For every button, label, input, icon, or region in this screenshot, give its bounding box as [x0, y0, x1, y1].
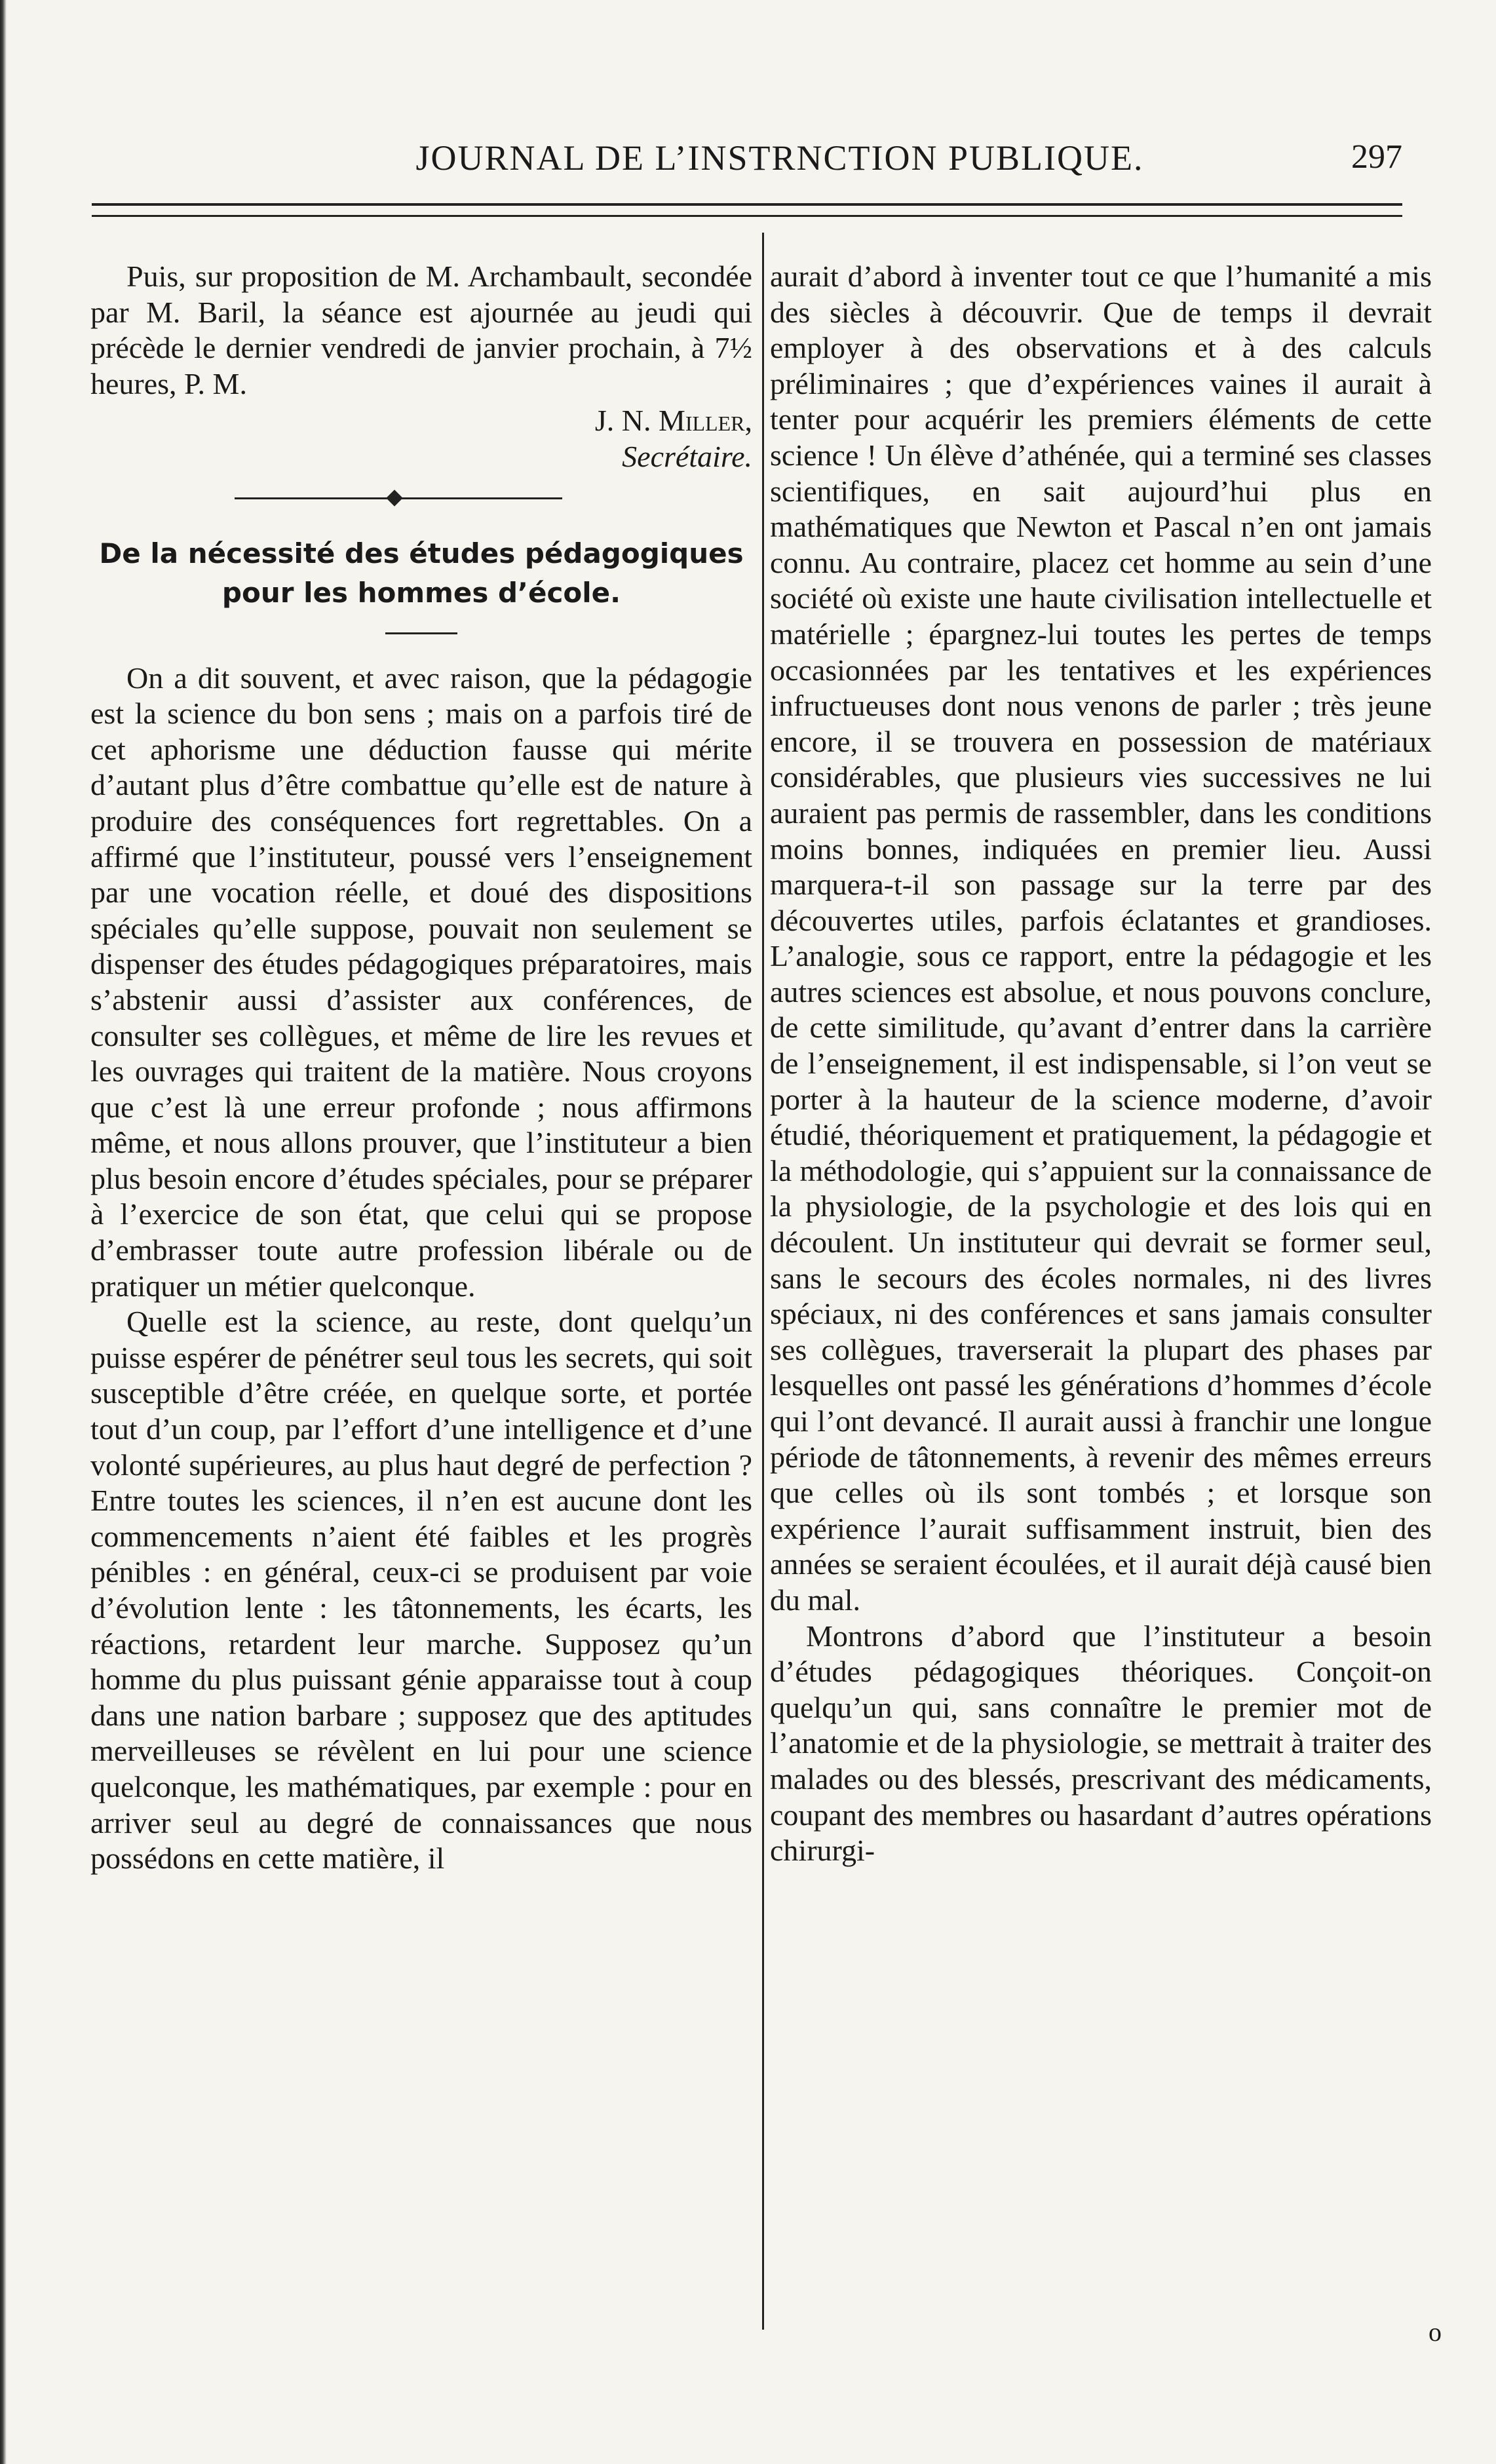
article-paragraph-continued: aurait d’abord à inventer tout ce que l’humanité a mis des siècles à découvrir. Que de temps il devrait employer à des observations et à des calculs préliminaires ; que d’expériences vaines il aurait à tenter pour acquérir les premiers éléments de cette science ! Un élève d’athénée, qui a terminé ses classes scientifiques, en sait aujourd’hui plus en mathématiques que Newton et Pascal n’en ont jamais connu. Au contraire, placez cet homme au sein d’une société où existe une haute civilisation intellectuelle et matérielle ; épargnez-lui toutes les pertes de temps occasionnées par les tentatives et les expériences infructueuses dont nous venons de parler ; très jeune encore, il se trouvera en possession de matériaux considérables, que plusieurs vies successives ne lui auraient pas permis de rassembler, dans les conditions moins bonnes, indiquées en premier lieu. Aussi marquera-t-il son passage sur la terre par des découvertes utiles, parfois éclatantes et grandioses. L’analogie, sous ce rapport, entre la pédagogie et les autres sciences est absolue, et nous pouvons conclure, de cette similitude, qu’avant d’entrer dans la carrière de l’enseignement, il est indispensable, si l’on veut se porter à la hauteur de la science moderne, d’avoir étudié, théoriquement et pratiquement, la pédagogie et la méthodologie, qui s’appuient sur la connaissance de la physiologie, de la psychologie et des lois qui en découlent. Un instituteur qui devrait se former seul, sans le secours des écoles normales, ni des livres spéciaux, ni des conférences et sans jamais consulter ses collègues, traverserait la plupart des phases par lesquelles ont passé les générations d’hommes d’école qui l’ont devancé. Il aurait aussi à franchir une longue période de tâtonnements, à revenir des mêmes erreurs que celles où ils sont tombés ; et lorsque son expérience l’aurait suffisamment instruit, bien des années se seraient écoulées, et il aurait déjà causé bien du mal. [770, 260, 1432, 1617]
article-paragraph-1: On a dit souvent, et avec raison, que la pédagogie est la science du bon sens ; mais on a parfois tiré de cet aphorisme une déduction fausse qui mérite d’autant plus d’être combattue qu’elle est de nature à produire des conséquences fort regrettables. On a affirmé que l’instituteur, poussé vers l’enseignement par une vocation réelle, et doué des dispositions spéciales qu’elle suppose, pouvait non seulement se dispenser des études pédagogiques préparatoires, mais s’abstenir aussi d’assister aux conférences, de consulter ses collègues, et même de lire les revues et les ouvrages qui traitent de la matière. Nous croyons que c’est là une erreur profonde ; nous affirmons même, et nous allons prouver, que l’instituteur a bien plus besoin encore d’études spéciales, pour se préparer à l’exercice de son état, que celui qui se propose d’embrasser toute autre profession libérale ou de pratiquer un métier quelconque. [90, 661, 752, 1303]
article-title [90, 534, 752, 613]
ornament-diamond-icon [386, 490, 402, 506]
title-rule [385, 632, 457, 634]
page-header [92, 131, 1402, 190]
signature-block [90, 403, 752, 474]
article-paragraph-3: Montrons d’abord que l’instituteur a besoin d’études pédagogiques théoriques. Conçoit-on quelqu’un qui, sans connaître le premier mot de l’anatomie et de la physiologie, se mettrait à traiter des malades ou des blessés, prescrivant des médicaments, coupant des membres ou hasardant d’autres opérations chirurgi- [770, 1619, 1432, 1868]
header-double-rule [92, 203, 1402, 217]
page-number: 297 [1351, 138, 1402, 176]
article-title-line-1: De la nécessité des études pédagogiques [99, 537, 744, 569]
signature-mark: o [1429, 2317, 1442, 2347]
right-column [770, 259, 1432, 1869]
section-ornament [90, 475, 752, 521]
minutes-closing-paragraph: Puis, sur proposition de M. Archambault, secondée par M. Baril, la séance est ajournée au jeudi qui précède le dernier vendredi de janvier prochain, à 7½ heures, P. M. [90, 260, 752, 400]
page-edge-shadow [0, 0, 7, 2464]
left-column [90, 259, 752, 1877]
article-paragraph-2: Quelle est la science, au reste, dont quelqu’un puisse espérer de pénétrer seul tous les secrets, qui soit susceptible d’être créée, en quelque sorte, et portée tout d’un coup, par l’effort d’une intelligence et d’une volonté supérieures, au plus haut degré de perfection ? Entre toutes les sciences, il n’en est aucune dont les commencements n’aient été faibles et les progrès pénibles : en général, ceux-ci se produisent par voie d’évolution lente : les tâtonnements, les écarts, les réactions, retardent leur marche. Supposez qu’un homme du plus puissant génie apparaisse tout à coup dans une nation barbare ; supposez que des aptitudes merveilleuses se révèlent en lui pour une science quelconque, les mathématiques, par exemple : pour en arriver seul au degré de connaissances que nous possédons en cette matière, il [90, 1305, 752, 1876]
running-title: JOURNAL DE L’INSTRNCTION PUBLIQUE. [415, 138, 1144, 178]
column-divider [762, 233, 764, 2330]
signature-title: Secrétaire. [622, 439, 752, 473]
article-title-line-2: pour les hommes d’école. [221, 576, 621, 609]
signature-name: J. N. Miller, [594, 404, 752, 438]
